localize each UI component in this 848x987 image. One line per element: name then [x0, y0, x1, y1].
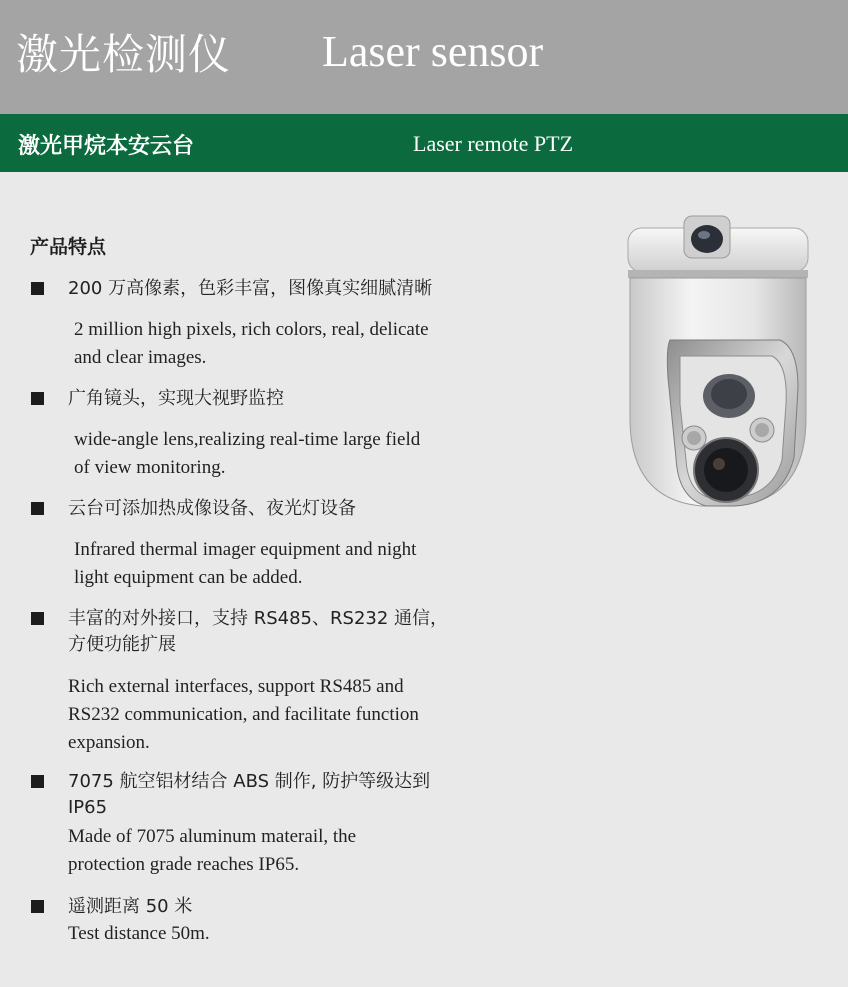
bullet-square-icon — [31, 282, 44, 295]
bullet-square-icon — [31, 900, 44, 913]
page-title-en: Laser sensor — [322, 27, 544, 76]
bullet-square-icon — [31, 612, 44, 625]
bullet-square-icon — [31, 392, 44, 405]
feature-text-en: wide-angle lens,realizing real-time large field of view monitoring. — [74, 429, 421, 478]
feature-text-en: Rich external interfaces, support RS485 and RS232 communication, and facilitate function expansion. — [68, 676, 419, 753]
feature-text-en: Made of 7075 aluminum materail, the protection grade reaches IP65. — [68, 826, 357, 875]
feature-text-cn: 7075 航空铝材结合 ABS 制作, 防护等级达到 IP65 — [68, 771, 431, 818]
page-title-cn: 激光检测仪 — [16, 30, 232, 79]
features-heading: 产品特点 — [30, 236, 107, 258]
product-name-cn: 激光甲烷本安云台 — [18, 134, 195, 159]
feature-text-en: Test distance 50m. — [68, 923, 210, 944]
feature-text-cn: 广角镜头，实现大视野监控 — [68, 388, 284, 409]
feature-text-cn: 云台可添加热成像设备、夜光灯设备 — [68, 498, 356, 519]
ptz-camera-icon — [622, 208, 814, 518]
feature-text-en: 2 million high pixels, rich colors, real, delicate and clear images. — [74, 319, 429, 368]
feature-text-cn: 遥测距离 50 米 — [68, 896, 193, 917]
product-name-en: Laser remote PTZ — [413, 131, 574, 156]
bullet-square-icon — [31, 775, 44, 788]
ptz-camera-image — [622, 208, 814, 518]
feature-text-cn: 丰富的对外接口，支持 RS485、RS232 通信， 方便功能扩展 — [68, 608, 449, 655]
feature-text-cn: 200 万高像素，色彩丰富，图像真实细腻清晰 — [68, 278, 433, 299]
feature-text-en: Infrared thermal imager equipment and night light equipment can be added. — [74, 539, 417, 588]
bullet-square-icon — [31, 502, 44, 515]
